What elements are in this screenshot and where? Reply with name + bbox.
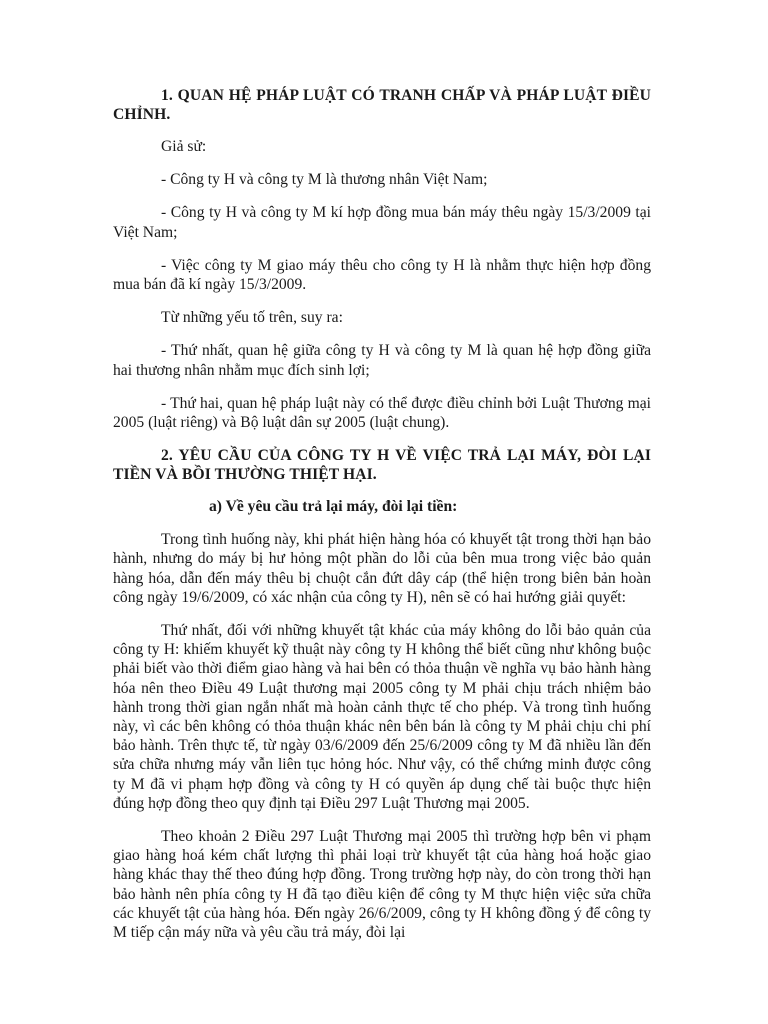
paragraph-gia-su: Giả sử: <box>161 138 207 155</box>
paragraph-thu-hai: - Thứ hai, quan hệ pháp luật này có thể được điều chỉnh bởi Luật Thương mại 2005 (luật riêng) và Bộ luật dân sự 2005 (luật chung). <box>113 394 651 432</box>
document-body <box>113 86 651 956</box>
section-heading-1: 1. QUAN HỆ PHÁP LUẬT CÓ TRANH CHẤP VÀ PHÁP LUẬT ĐIỀU CHỈNH. <box>113 87 651 123</box>
paragraph-thu-nhat-khuyet-tat: Thứ nhất, đối với những khuyết tật khác của máy không do lỗi bảo quản của công ty H: khiếm khuyết kỹ thuật này công ty H không thể biết cũng như không buộc phải biết vào thời điểm giao hàng và hai bên có thỏa thuận về nghĩa vụ bảo hành hàng hóa nên theo Điều 49 Luật thương mại 2005 công ty M phải chịu trách nhiệm bảo hành trong thời gian ngắn nhất mà hoàn cảnh thực tế cho phép. Và trong tình huống này, vì các bên không có thỏa thuận khác nên bên bán là công ty M phải chịu chi phí bảo hành. Trên thực tế, từ ngày 03/6/2009 đến 25/6/2009 công ty M đã nhiều lần đến sửa chữa nhưng máy vẫn liên tục hỏng hóc. Như vậy, có thể chứng minh được công ty M đã vi phạm hợp đồng và công ty H có quyền áp dụng chế tài buộc thực hiện đúng hợp đồng theo quy định tại Điều 297 Luật Thương mại 2005. <box>113 622 651 812</box>
section-heading-2: 2. YÊU CẦU CỦA CÔNG TY H VỀ VIỆC TRẢ LẠI MÁY, ĐÒI LẠI TIỀN VÀ BỒI THƯỜNG THIỆT HẠI. <box>113 447 651 484</box>
paragraph-ki-hop-dong: - Công ty H và công ty M kí hợp đồng mua bán máy thêu ngày 15/3/2009 tại Việt Nam; <box>113 204 651 241</box>
subheading-a: a) Về yêu cầu trả lại máy, đòi lại tiền: <box>209 498 458 516</box>
paragraph-cong-ty-thuong-nhan: - Công ty H và công ty M là thương nhân Việt Nam; <box>161 171 488 189</box>
paragraph-tu-nhung: Từ những yếu tố trên, suy ra: <box>161 309 343 327</box>
paragraph-giao-may: - Việc công ty M giao máy thêu cho công ty H là nhằm thực hiện hợp đồng mua bán đã kí ngày 15/3/2009. <box>113 256 651 294</box>
paragraph-theo-khoan: Theo khoản 2 Điều 297 Luật Thương mại 2005 thì trường hợp bên vi phạm giao hàng hoá kém chất lượng thì phải loại trừ khuyết tật của hàng hoá hoặc giao hàng khác thay thế theo đúng hợp đồng. Trong trường hợp này, do còn trong thời hạn bảo hành nên phía công ty H đã tạo điều kiện để công ty M thực hiện việc sửa chữa các khuyết tật của hàng hóa. Đến ngày 26/6/2009, công ty H không đồng ý để công ty M tiếp cận máy nữa và yêu cầu trả máy, đòi lại <box>113 828 651 942</box>
paragraph-thu-nhat-quan-he: - Thứ nhất, quan hệ giữa công ty H và công ty M là quan hệ hợp đồng giữa hai thương nhân nhằm mục đích sinh lợi; <box>113 342 651 379</box>
paragraph-tinh-huong: Trong tình huống này, khi phát hiện hàng hóa có khuyết tật trong thời hạn bảo hành, nhưng do máy bị hư hỏng một phần do lỗi của bên mua trong việc bảo quản hàng hóa, dẫn đến máy thêu bị chuột cắn đứt dây cáp (thể hiện trong biên bản hoàn công ngày 19/6/2009, có xác nhận của công ty H), nên sẽ có hai hướng giải quyết: <box>113 531 651 606</box>
